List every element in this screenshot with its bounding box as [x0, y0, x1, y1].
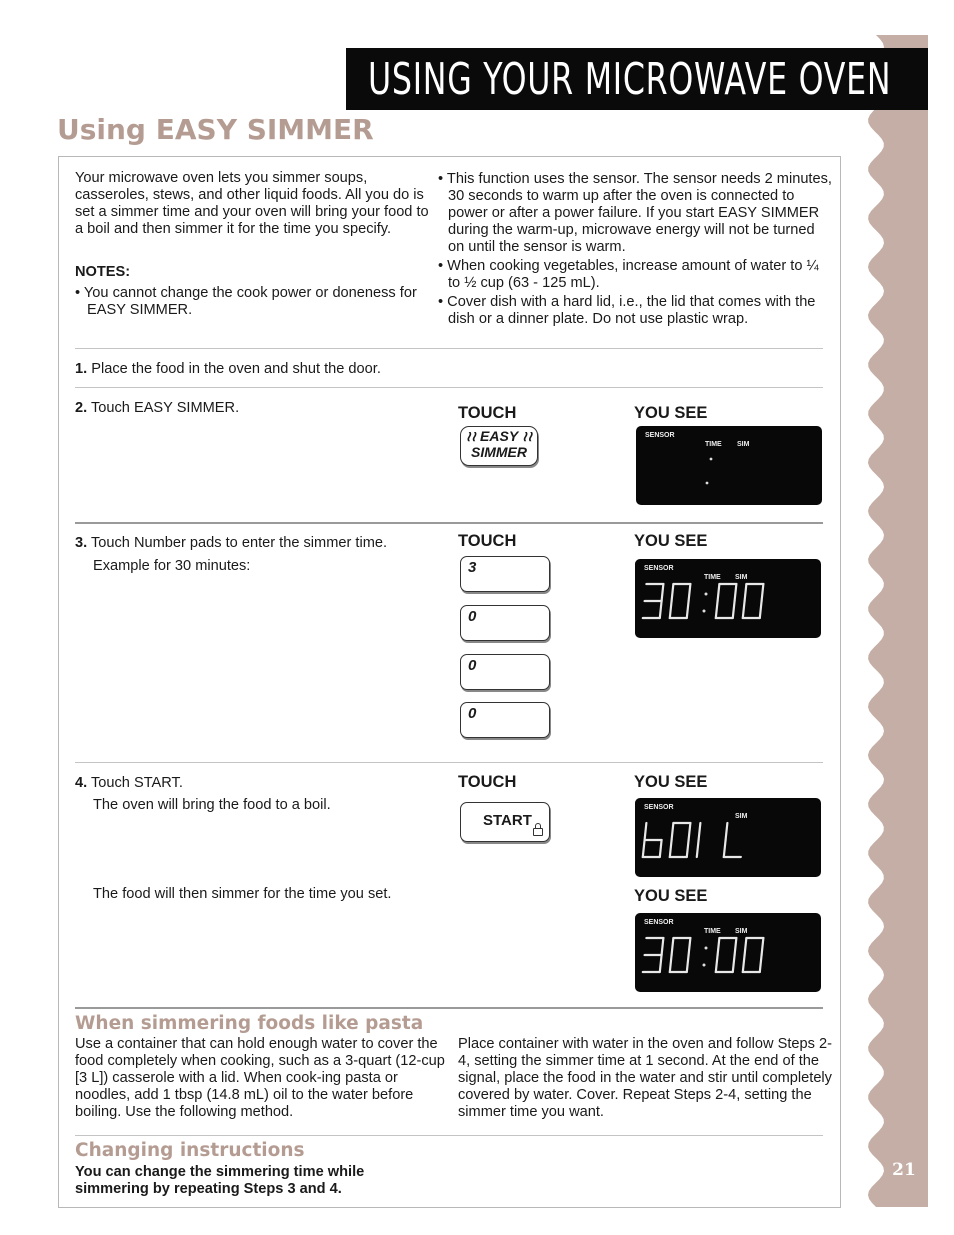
- step-number: 3.: [75, 535, 88, 551]
- segment: [660, 955, 662, 972]
- step-number: 1.: [75, 361, 88, 377]
- display-easy-simmer: [636, 426, 822, 505]
- start-key-label: START: [483, 812, 532, 829]
- step-number: 4.: [75, 775, 88, 791]
- segment: [743, 601, 745, 618]
- easy-simmer-key-label-bottom: SIMMER: [471, 444, 527, 460]
- display-sim-label: SIM: [737, 441, 750, 448]
- segment-readout: [635, 913, 821, 992]
- segment: [670, 955, 672, 972]
- display-time-label: TIME: [704, 574, 721, 581]
- chapter-title: USING YOUR MICROWAVE OVEN: [368, 54, 892, 105]
- segment: [660, 840, 662, 857]
- segment: [716, 955, 718, 972]
- step-2: [75, 400, 239, 417]
- step-4-simmer-text: The food will then simmer for the time you set.: [93, 886, 392, 902]
- step-text: Touch EASY SIMMER.: [90, 400, 240, 416]
- intro-paragraph: Your microwave oven lets you simmer soups, casseroles, stews, and other liquid foods. All you do is set a simmer time and your oven will bring your food to a boil and then simmer it for the time you specify.: [75, 170, 429, 237]
- display-sim-label: SIM: [735, 813, 748, 820]
- segment: [733, 601, 735, 618]
- segment: [662, 584, 664, 601]
- colon-dot: [705, 947, 708, 950]
- divider: [75, 1135, 823, 1136]
- easy-simmer-key-label-top: ≀≀ EASY ≀≀: [465, 428, 533, 444]
- lock-icon: [533, 828, 543, 836]
- number-pad-3[interactable]: [460, 556, 550, 592]
- segment: [660, 601, 662, 618]
- changing-section-title: Changing instructions: [75, 1140, 305, 1161]
- number-pad-label: 0: [468, 657, 477, 674]
- colon-dot: [703, 610, 706, 613]
- divider: [75, 762, 823, 763]
- divider: [75, 387, 823, 388]
- chapter-banner: [346, 48, 928, 110]
- number-pad-label: 0: [468, 608, 477, 625]
- segment: [697, 840, 699, 857]
- number-pad-0[interactable]: [460, 605, 550, 641]
- segment: [689, 938, 691, 955]
- segment: [760, 955, 762, 972]
- pasta-right-text: Place container with water in the oven and follow Steps 2-4, setting the simmer time at 1 second. At the end of the signal, place the food in the water and stir until completely covered by water. Cover. Repeat Steps 2-4, setting the simmer time you want.: [458, 1036, 832, 1120]
- display-colon-dots: [636, 426, 822, 505]
- divider: [75, 1007, 823, 1009]
- start-key[interactable]: [460, 802, 550, 842]
- segment: [735, 584, 737, 601]
- display-sim-label: SIM: [735, 574, 748, 581]
- segment: [687, 601, 689, 618]
- touch-heading: TOUCH: [458, 532, 517, 550]
- note-item: • You cannot change the cook power or doneness for EASY SIMMER.: [75, 285, 417, 318]
- display-sensor-label: SENSOR: [644, 804, 674, 811]
- segment: [662, 938, 664, 955]
- segment: [687, 955, 689, 972]
- number-pad-0[interactable]: [460, 702, 550, 738]
- touch-heading: TOUCH: [458, 404, 517, 422]
- segment: [745, 584, 747, 601]
- page-number: 21: [892, 1160, 916, 1180]
- segment: [699, 823, 701, 840]
- step-text: Place the food in the oven and shut the door.: [91, 361, 381, 377]
- segment: [670, 840, 672, 857]
- you-see-heading: YOU SEE: [634, 532, 708, 550]
- display-sim-label: SIM: [735, 928, 748, 935]
- segment: [733, 955, 735, 972]
- segment: [762, 938, 764, 955]
- display-time-label: TIME: [704, 928, 721, 935]
- segment: [689, 823, 691, 840]
- bullet-item: • Cover dish with a hard lid, i.e., the lid that comes with the dish or a dinner plate. Do not use plastic wrap.: [438, 294, 816, 327]
- step-3-example: Example for 30 minutes:: [93, 558, 251, 574]
- segment: [724, 840, 726, 857]
- easy-simmer-key[interactable]: [460, 426, 538, 466]
- segment: [718, 584, 720, 601]
- pasta-section-title: When simmering foods like pasta: [75, 1013, 424, 1034]
- colon-dot: [703, 964, 706, 967]
- display-sensor-label: SENSOR: [644, 565, 674, 572]
- display-time-30-simmer: [635, 913, 821, 992]
- number-pad-label: 3: [468, 559, 477, 576]
- step-4-boil-text: The oven will bring the food to a boil.: [93, 797, 331, 813]
- segment: [643, 840, 645, 857]
- you-see-heading: YOU SEE: [634, 404, 708, 422]
- display-time-label: TIME: [705, 441, 722, 448]
- page-title: Using EASY SIMMER: [57, 113, 374, 146]
- colon-dot: [705, 593, 708, 596]
- segment: [687, 840, 689, 857]
- segment: [760, 601, 762, 618]
- notes-title: NOTES:: [75, 264, 131, 280]
- segment: [726, 823, 728, 840]
- segment: [718, 938, 720, 955]
- step-number: 2.: [75, 400, 88, 416]
- segment: [743, 955, 745, 972]
- segment: [670, 601, 672, 618]
- segment: [645, 823, 647, 840]
- step-text: Touch START.: [90, 775, 183, 791]
- changing-text: You can change the simmering time while simmering by repeating Steps 3 and 4.: [75, 1164, 365, 1197]
- segment: [735, 938, 737, 955]
- touch-heading: TOUCH: [458, 773, 517, 791]
- you-see-heading: YOU SEE: [634, 887, 708, 905]
- segment: [689, 584, 691, 601]
- display-sensor-label: SENSOR: [645, 432, 675, 439]
- number-pad-0[interactable]: [460, 654, 550, 690]
- bullet-item: • This function uses the sensor. The sensor needs 2 minutes, 30 seconds to warm up after the oven is connected to power or after a power failure. If you start EASY SIMMER during the warm-up, microwave energy will not be turned on until the sensor is warm.: [438, 171, 832, 255]
- step-1: [75, 361, 381, 378]
- display-boil: [635, 798, 821, 877]
- step-3: [75, 535, 387, 552]
- display-sensor-label: SENSOR: [644, 919, 674, 926]
- you-see-heading: YOU SEE: [634, 773, 708, 791]
- segment: [672, 938, 674, 955]
- segment-readout: [635, 559, 821, 638]
- segment-readout: [635, 798, 821, 877]
- step-4: [75, 775, 183, 792]
- segment: [716, 601, 718, 618]
- segment: [762, 584, 764, 601]
- segment: [672, 584, 674, 601]
- bullet-item: • When cooking vegetables, increase amount of water to ¼ to ½ cup (63 - 125 mL).: [438, 258, 819, 291]
- segment: [672, 823, 674, 840]
- info-bullets: [438, 171, 833, 330]
- segment: [745, 938, 747, 955]
- divider: [75, 522, 823, 524]
- decorative-side-band: [860, 35, 928, 1207]
- display-time-30: [635, 559, 821, 638]
- step-text: Touch Number pads to enter the simmer time.: [90, 535, 388, 551]
- divider: [75, 348, 823, 349]
- pasta-left-text: Use a container that can hold enough water to cover the food completely when cooking, such as a 3-quart (12-cup [3 L]) casserole with a lid. When cook-ing pasta or noodles, add 1 tbsp (14.8 mL) oil to the water before boiling. Use the following method.: [75, 1036, 445, 1120]
- number-pad-label: 0: [468, 705, 477, 722]
